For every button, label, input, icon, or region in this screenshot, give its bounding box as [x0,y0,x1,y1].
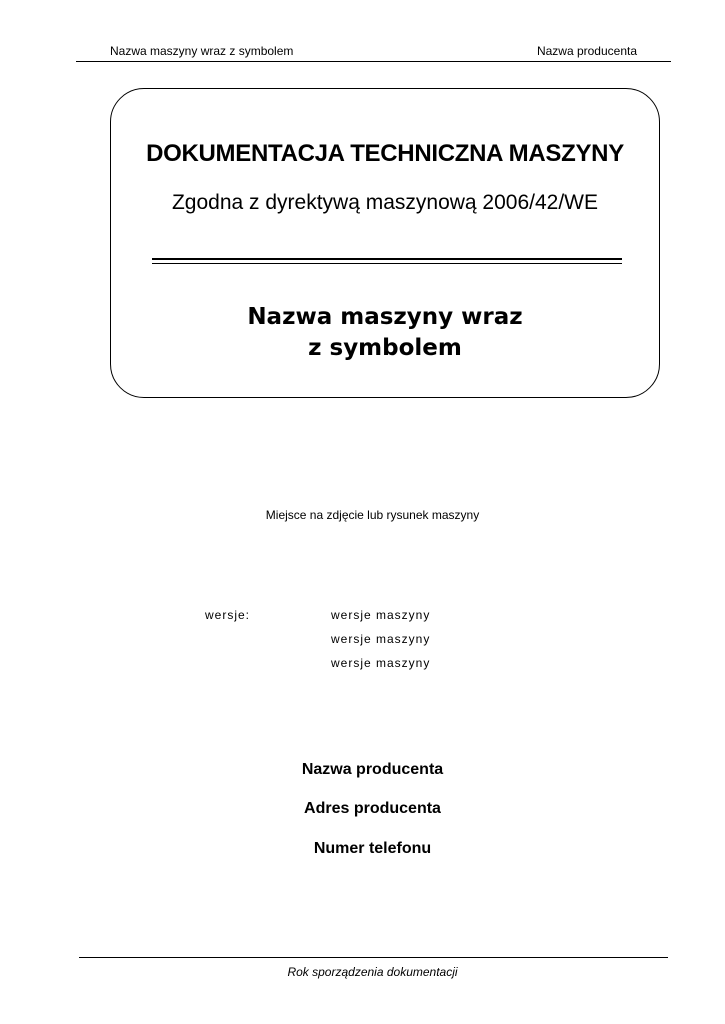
title-divider-thin [152,263,622,264]
header-machine-name: Nazwa maszyny wraz z symbolem [110,44,294,58]
footer-divider [79,957,668,958]
photo-placeholder: Miejsce na zdjęcie lub rysunek maszyny [265,508,480,522]
versions-label: wersje: [205,608,251,622]
version-item: wersje maszyny [331,608,431,622]
title-divider-thick [152,258,622,260]
version-item: wersje maszyny [331,656,431,670]
header-divider [76,61,671,62]
document-title: DOKUMENTACJA TECHNICZNA MASZYNY [146,140,624,167]
header-producer-name: Nazwa producenta [536,44,637,58]
footer-documentation-year: Rok sporządzenia dokumentacji [287,965,458,979]
machine-name-line-1: Nazwa maszyny wraz [247,304,523,330]
version-item: wersje maszyny [331,632,431,646]
producer-phone: Numer telefonu [313,840,432,857]
document-subtitle: Zgodna z dyrektywą maszynową 2006/42/WE [171,191,599,214]
producer-address: Adres producenta [304,800,441,817]
machine-name [110,302,660,364]
machine-name-line-2: z symbolem [308,335,462,361]
producer-name: Nazwa producenta [301,761,444,778]
